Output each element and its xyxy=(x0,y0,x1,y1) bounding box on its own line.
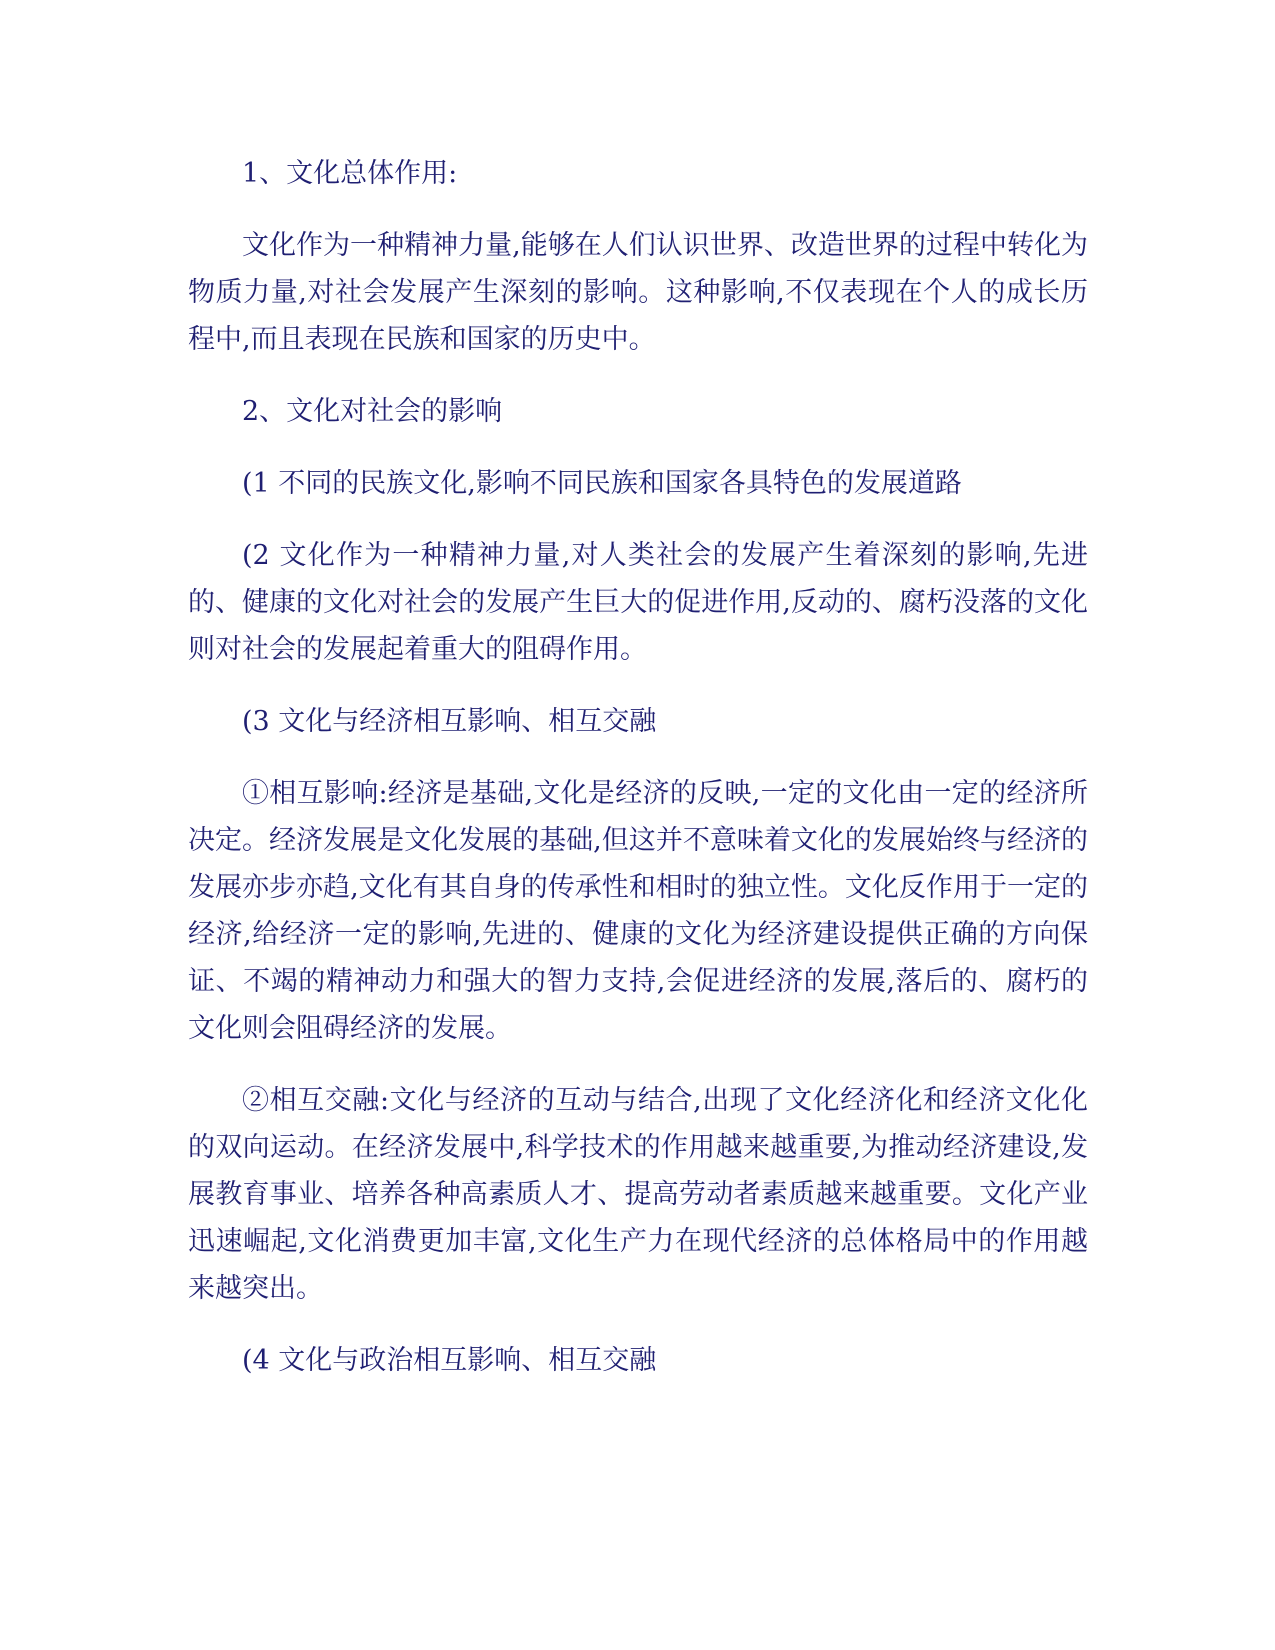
item-3-culture-and-economy: (3 文化与经济相互影响、相互交融 xyxy=(242,706,657,737)
paragraph-mutual-influence: ①相互影响:经济是基础,文化是经济的反映,一定的文化由一定的经济所决定。经济发展是文化发展的基础,但这并不意味着文化的发展始终与经济的发展亦步亦趋,文化有其自身的传承性和相时的独立性。文化反作用于一定的经济,给经济一定的影响,先进的、健康的文化为经济建设提供正确的方向保证、不竭的精神动力和强大的智力支持,会促进经济的发展,落后的、腐朽的文化则会阻碍经济的发展。 xyxy=(188,778,1088,1044)
paragraph-culture-spiritual-force: 文化作为一种精神力量,能够在人们认识世界、改造世界的过程中转化为物质力量,对社会发展产生深刻的影响。这种影响,不仅表现在个人的成长历程中,而且表现在民族和国家的历史中。 xyxy=(188,230,1088,355)
section-heading-overall-role: 1、文化总体作用: xyxy=(242,158,458,189)
item-1-national-cultures: (1 不同的民族文化,影响不同民族和国家各具特色的发展道路 xyxy=(242,468,962,499)
item-2-spiritual-force: (2 文化作为一种精神力量,对人类社会的发展产生着深刻的影响,先进的、健康的文化对社会的发展产生巨大的促进作用,反动的、腐朽没落的文化则对社会的发展起着重大的阻碍作用。 xyxy=(188,540,1088,665)
item-4-culture-and-politics: (4 文化与政治相互影响、相互交融 xyxy=(242,1345,657,1376)
document-body xyxy=(188,150,1088,1409)
section-heading-influence-on-society: 2、文化对社会的影响 xyxy=(242,396,503,427)
paragraph-mutual-integration: ②相互交融:文化与经济的互动与结合,出现了文化经济化和经济文化化的双向运动。在经济发展中,科学技术的作用越来越重要,为推动经济建设,发展教育事业、培养各种高素质人才、提高劳动者素质越来越重要。文化产业迅速崛起,文化消费更加丰富,文化生产力在现代经济的总体格局中的作用越来越突出。 xyxy=(188,1085,1088,1304)
